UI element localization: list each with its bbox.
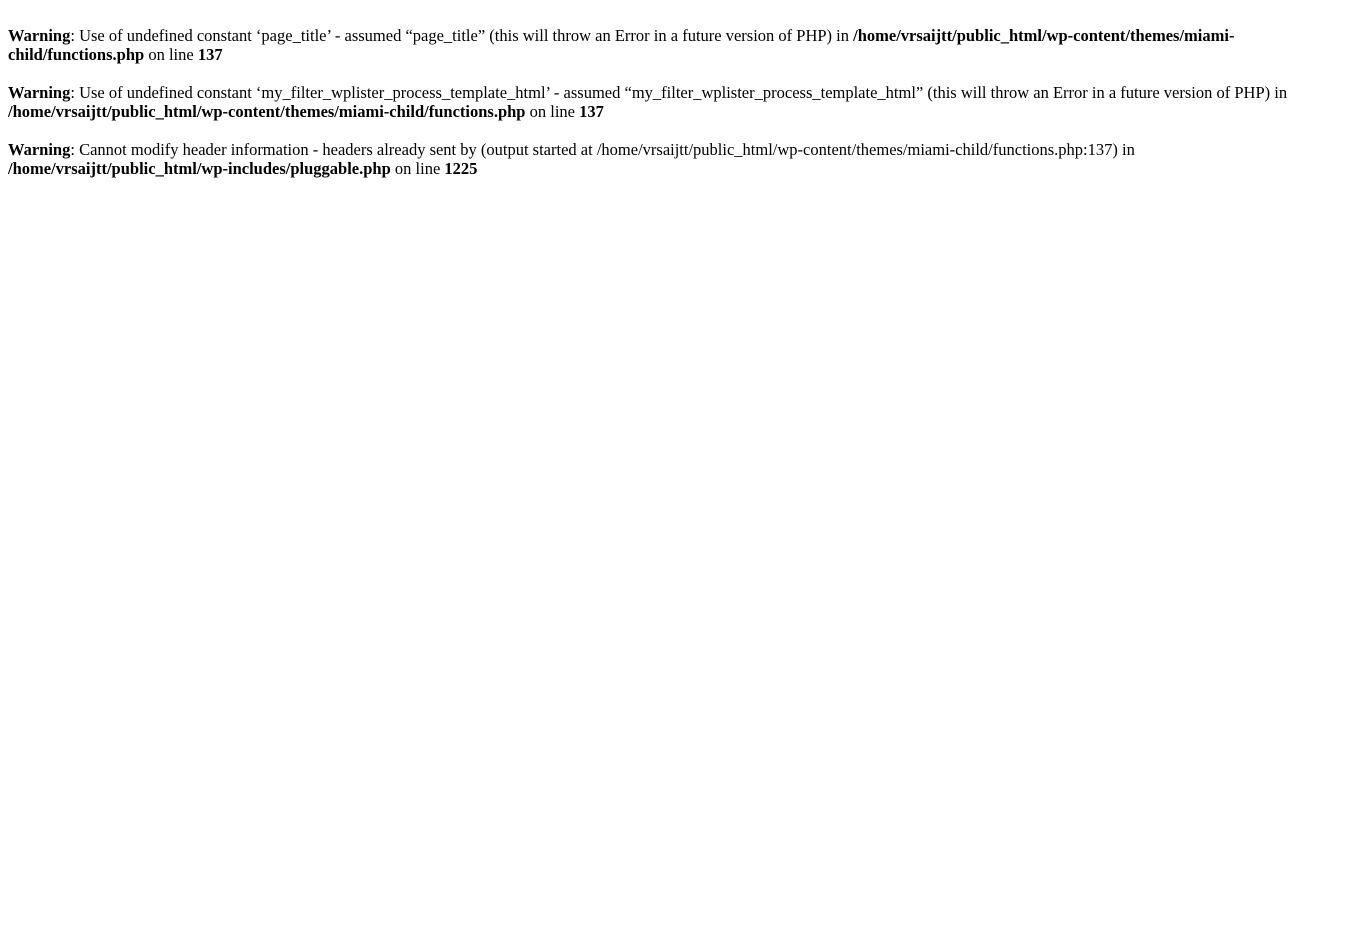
warning-line-number: 137	[197, 45, 223, 65]
warning-text: : Cannot modify header information - headers already sent by (output started at /home/vrsaijtt/public_html/wp-content/themes/miami-child/functions.php:137) in	[70, 139, 1135, 159]
warning-file-path: /home/vrsaijtt/public_html/wp-content/themes/miami-child/functions.php	[8, 26, 1235, 65]
warning-label: Warning	[8, 139, 71, 159]
warning-file-path: /home/vrsaijtt/public_html/wp-content/themes/miami-child/functions.php	[8, 102, 526, 122]
warning-line-prefix: on line	[390, 159, 445, 179]
warning-line-prefix: on line	[525, 102, 580, 122]
php-warning-page	[0, 0, 1350, 179]
warning-message	[8, 26, 1342, 65]
warning-line-number: 1225	[444, 159, 478, 179]
warning-message	[8, 83, 1342, 122]
warning-line-prefix: on line	[144, 45, 198, 65]
warning-file-path: /home/vrsaijtt/public_html/wp-includes/pluggable.php	[8, 159, 391, 179]
warning-label: Warning	[8, 82, 71, 102]
warning-label: Warning	[8, 26, 71, 45]
warning-line-number: 137	[579, 102, 604, 122]
warning-text: : Use of undefined constant ‘page_title’ - assumed “page_title” (this will throw an Error in a future version of PHP) in	[70, 26, 854, 45]
warning-message	[8, 140, 1342, 179]
warning-text: : Use of undefined constant ‘my_filter_wplister_process_template_html’ - assumed “my_filter_wplister_process_template_html” (this will throw an Error in a future version of PHP) in	[70, 82, 1288, 102]
